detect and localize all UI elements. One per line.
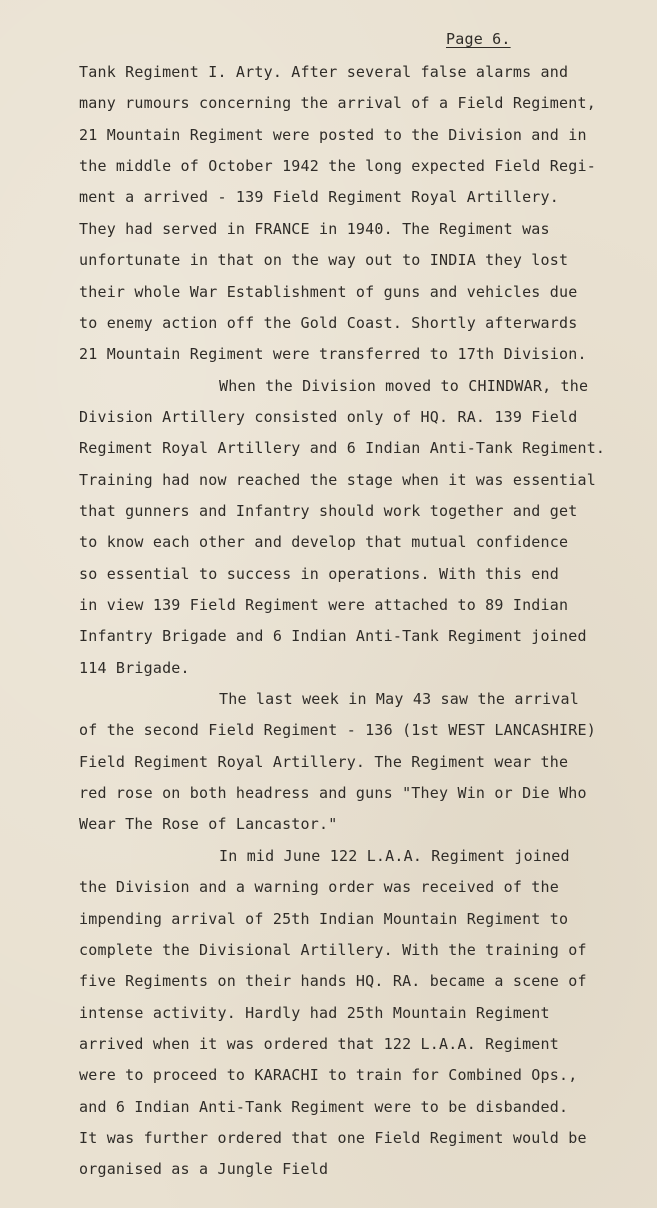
text-line: organised as a Jungle Field [79, 1160, 329, 1179]
text-line: Field Regiment Royal Artillery. The Regiment wear the [79, 752, 569, 771]
text-line: Tank Regiment I. Arty. After several false alarms and [79, 63, 569, 81]
text-line: In mid June 122 L.A.A. Regiment joined [219, 846, 570, 865]
text-line: Infantry Brigade and 6 Indian Anti-Tank Regiment joined [79, 627, 587, 646]
text-line: 21 Mountain Regiment were transferred to 17th Division. [79, 345, 587, 364]
text-line: Regiment Royal Artillery and 6 Indian Anti-Tank Regiment. [79, 439, 606, 458]
text-line: impending arrival of 25th Indian Mountain Regiment to [79, 909, 569, 928]
text-line: the Division and a warning order was received of the [79, 878, 559, 897]
text-line: Training had now reached the stage when it was essential [79, 470, 596, 489]
text-line: unfortunate in that on the way out to INDIA they lost [79, 251, 569, 270]
text-line: and 6 Indian Anti-Tank Regiment were to be disbanded. [79, 1097, 569, 1116]
text-line: When the Division moved to CHINDWAR, the [219, 376, 589, 395]
text-line: It was further ordered that one Field Regiment would be [79, 1128, 587, 1147]
text-line: five Regiments on their hands HQ. RA. became a scene of [79, 972, 587, 991]
text-line: to enemy action off the Gold Coast. Shortly afterwards [79, 313, 578, 332]
text-line: Wear The Rose of Lancastor." [79, 815, 338, 834]
text-line: to know each other and develop that mutual confidence [79, 533, 569, 552]
text-line: of the second Field Regiment - 136 (1st WEST LANCASHIRE) [79, 721, 596, 740]
text-line: Division Artillery consisted only of HQ. RA. 139 Field [79, 407, 578, 426]
text-line: The last week in May 43 saw the arrival [219, 690, 579, 708]
text-line: They had served in FRANCE in 1940. The Regiment was [79, 219, 550, 238]
text-line: arrived when it was ordered that 122 L.A.A. Regiment [79, 1034, 559, 1053]
text-line: so essential to success in operations. With this end [79, 564, 559, 583]
text-line: 21 Mountain Regiment were posted to the Division and in [79, 125, 587, 144]
page-number: Page 6. [446, 30, 511, 48]
text-line: many rumours concerning the arrival of a Field Regiment, [79, 94, 596, 113]
text-line: were to proceed to KARACHI to train for Combined Ops., [79, 1066, 578, 1085]
text-line: their whole War Establishment of guns and vehicles due [79, 282, 578, 301]
text-line: ment a arrived - 139 Field Regiment Royal Artillery. [79, 188, 559, 207]
text-line: the middle of October 1942 the long expected Field Regi- [79, 157, 596, 176]
text-line: complete the Divisional Artillery. With the training of [79, 940, 587, 959]
text-line: red rose on both headress and guns "They Win or Die Who [79, 784, 587, 803]
text-line: intense activity. Hardly had 25th Mountain Regiment [79, 1003, 550, 1022]
text-line: in view 139 Field Regiment were attached to 89 Indian [79, 596, 569, 614]
text-line: that gunners and Infantry should work together and get [79, 501, 578, 520]
text-line: 114 Brigade. [79, 658, 190, 677]
